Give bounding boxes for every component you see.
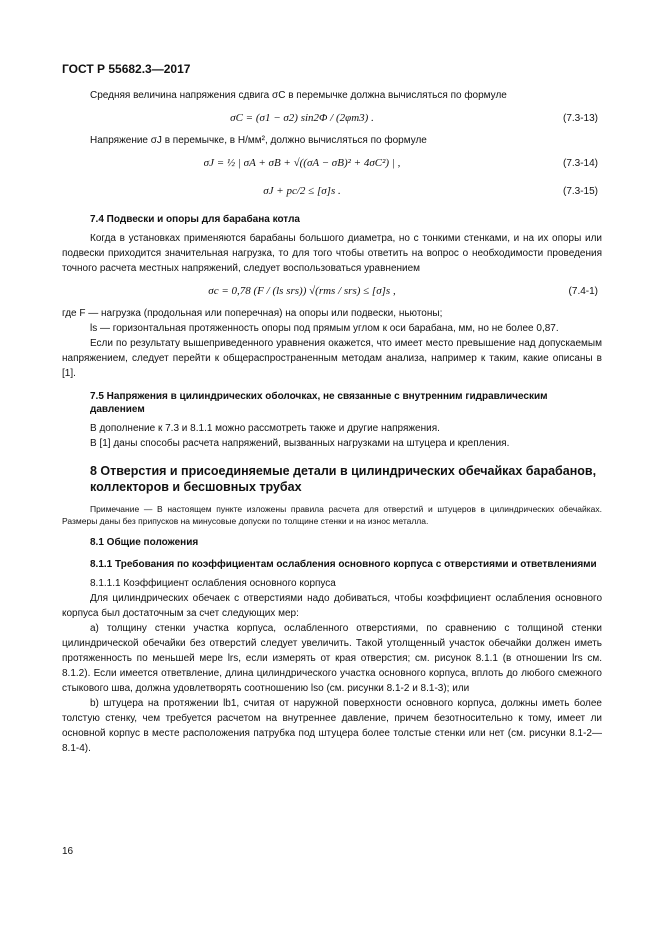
paragraph: а) толщину стенки участка корпуса, ослабленного отверстиями, по сравнению с толщиной стенки цилиндрической обечайки без отверстий следует увеличить. Такой утолщенный участок обечайки должен иметь протяженность по меньшей мере lrs, если измерять от края отверстия; см. рисунок 8.1.1 (в отношении lrs см. 8.1.2). Если имеется ответвление, длина цилиндрического участка основного корпуса, вплоть до любого смежного стыкового шва, должна удовлетворять соотношению lso (см. рисунки 8.1-2 и 8.1-3); или (62, 623, 602, 694)
formula-number: (7.3-13) (562, 113, 598, 124)
paragraph: Напряжение σJ в перемычке, в Н/мм², должно вычисляться по формуле (90, 135, 427, 146)
section-heading-7-4: 7.4 Подвески и опоры для барабана котла (90, 214, 300, 225)
section-heading-8-1: 8.1 Общие положения (90, 537, 199, 548)
formula-7-3-15 (62, 178, 602, 204)
section-heading-8-1-1: 8.1.1 Требования по коэффициентам ослабления основного корпуса с отверстиями и ответвлениями (90, 559, 597, 570)
document-body (62, 88, 602, 756)
paragraph: Для цилиндрических обечаек с отверстиями надо добиваться, чтобы коэффициент ослабления основного корпуса был достаточным за счет следующих мер: (62, 593, 602, 619)
paragraph: Когда в установках применяются барабаны большого диаметра, но с тонкими стенками, и на их опоры или подвески приходится значительная нагрузка, то для того чтобы ответить на вопрос о необходимости проведения точного расчета местных напряжений, следует воспользоваться уравнением (62, 233, 602, 274)
where-line: где F — нагрузка (продольная или поперечная) на опоры или подвески, ньютоны; (62, 308, 443, 319)
section-heading-7-5: 7.5 Напряжения в цилиндрических оболочках, не связанные с внутренним гидравлическим давлением (90, 391, 548, 415)
where-line: ls — горизонтальная протяженность опоры под прямым углом к оси барабана, мм, но не более 0,87. (90, 323, 559, 334)
formula-7-3-13 (62, 105, 602, 131)
section-heading-8: 8 Отверстия и присоединяемые детали в цилиндрических обечайках барабанов, коллекторов и бесшовных трубах (90, 464, 597, 494)
formula-number: (7.3-15) (562, 186, 598, 197)
formula-number: (7.3-14) (562, 158, 598, 169)
paragraph: 8.1.1.1 Коэффициент ослабления основного корпуса (90, 578, 336, 589)
formula-expression: σJ = ½ | σA + σB + √((σA − σB)² + 4σC²) | , (203, 157, 401, 169)
note: Примечание — В настоящем пункте изложены правила расчета для отверстий и штуцеров в цилиндрических обечайках. Размеры даны без припусков на минусовые допуски по толщине стенки и на износ металла. (62, 504, 602, 526)
paragraph: Средняя величина напряжения сдвига σC в перемычке должна вычисляться по формуле (90, 90, 507, 101)
paragraph: b) штуцера на протяжении lb1, считая от наружной поверхности основного корпуса, должны иметь более толстую стенку, чем требуется расчетом на внутреннее давление, причем безотносительно к тому, имеет ли основной корпус в месте расположения патрубка под штуцера более толстые стенки или нет (см. рисунки 8.1-2—8.1-4). (62, 698, 602, 754)
formula-7-4-1 (62, 278, 602, 304)
formula-expression: σJ + pc/2 ≤ [σ]s . (263, 185, 341, 197)
formula-expression: σc = 0,78 (F / (ls srs)) √(rms / srs) ≤ [σ]s , (208, 285, 396, 297)
paragraph: В дополнение к 7.3 и 8.1.1 можно рассмотреть также и другие напряжения. (90, 423, 440, 434)
formula-number: (7.4-1) (568, 286, 598, 297)
paragraph: Если по результату вышеприведенного уравнения окажется, что имеет место превышение над допускаемым напряжением, следует перейти к общераспространенным методам анализа, например к таким, какие описаны в [1]. (62, 338, 602, 379)
paragraph: В [1] даны способы расчета напряжений, вызванных нагрузками на штуцера и крепления. (90, 438, 510, 449)
formula-expression: σC = (σ1 − σ2) sin2Φ / (2φm3) . (230, 112, 374, 124)
document-header: ГОСТ Р 55682.3—2017 (62, 62, 191, 76)
formula-7-3-14 (62, 150, 602, 176)
page-number: 16 (62, 846, 74, 857)
